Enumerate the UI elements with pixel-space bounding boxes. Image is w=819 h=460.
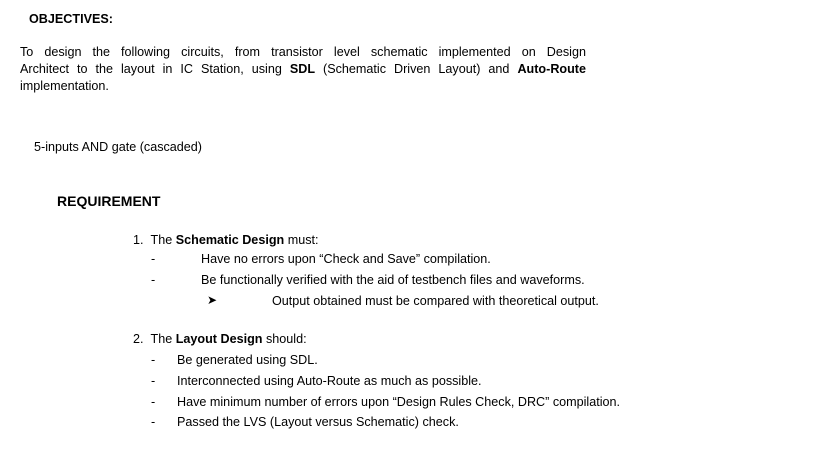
layout-bullet-2: Interconnected using Auto-Route as much as possible. xyxy=(177,374,482,388)
circuit-title: 5-inputs AND gate (cascaded) xyxy=(34,140,203,154)
item-1 xyxy=(133,232,319,248)
layout-bullet-3: Have minimum number of errors upon “Design Rules Check, DRC” compilation. xyxy=(177,395,621,409)
item-2 xyxy=(133,331,307,347)
auto-route-term: Auto-Route xyxy=(517,62,586,76)
schematic-sub-bullet: Output obtained must be compared with theoretical output. xyxy=(272,294,599,308)
intro-line-2-text-b: (Schematic Driven Layout) and xyxy=(315,62,518,76)
item-2-prefix: The xyxy=(150,332,176,346)
item-2-number: 2. xyxy=(133,332,144,346)
bullet-dash: - xyxy=(151,374,156,388)
bullet-dash: - xyxy=(151,252,156,266)
intro-line-1: To design the following circuits, from transistor level schematic implemented on Design xyxy=(20,45,586,59)
item-1-suffix: must: xyxy=(284,233,319,247)
intro-line-2 xyxy=(20,61,586,78)
bullet-dash: - xyxy=(151,395,156,409)
schematic-bullet-2: Be functionally verified with the aid of testbench files and waveforms. xyxy=(201,273,585,287)
layout-bullet-1: Be generated using SDL. xyxy=(177,353,318,367)
requirement-heading: REQUIREMENT xyxy=(57,193,161,209)
item-1-prefix: The xyxy=(150,233,176,247)
intro-paragraph xyxy=(20,44,586,95)
layout-bullet-4: Passed the LVS (Layout versus Schematic) check. xyxy=(177,415,459,429)
objectives-heading: OBJECTIVES: xyxy=(29,12,113,26)
bullet-dash: - xyxy=(151,415,156,429)
sdl-term: SDL xyxy=(289,62,316,76)
item-1-number: 1. xyxy=(133,233,144,247)
layout-design-term: Layout Design xyxy=(175,332,263,346)
arrow-bullet-icon: ➤ xyxy=(207,293,218,307)
item-2-suffix: should: xyxy=(262,332,307,346)
schematic-design-term: Schematic Design xyxy=(175,233,285,247)
schematic-bullet-1: Have no errors upon “Check and Save” compilation. xyxy=(201,252,491,266)
intro-line-2-text: Architect to the layout in IC Station, using xyxy=(20,62,290,76)
bullet-dash: - xyxy=(151,353,156,367)
bullet-dash: - xyxy=(151,273,156,287)
intro-line-3: implementation. xyxy=(20,79,109,93)
